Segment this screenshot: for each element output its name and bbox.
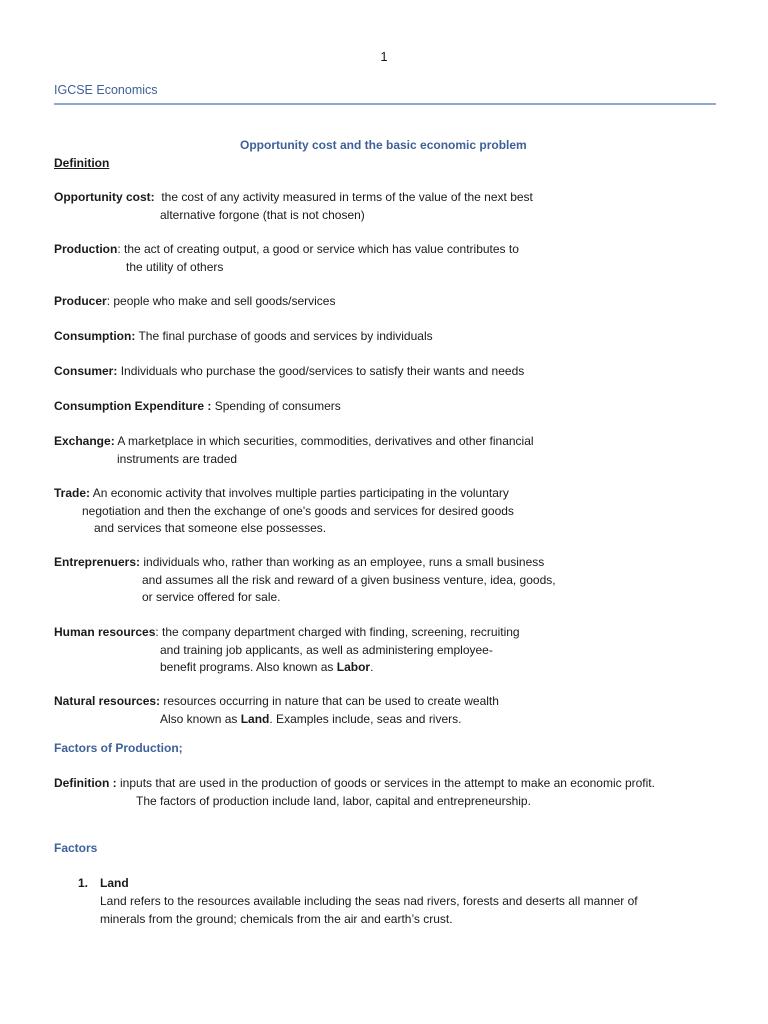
definition-heading: Definition	[54, 156, 110, 170]
definition-text: and training job applicants, as well as administering employee-	[160, 642, 493, 657]
definition-text: inputs that are used in the production of goods or services in the attempt to make an economic profit.	[120, 776, 655, 790]
definition-consumption-expenditure	[54, 398, 694, 416]
header-rule	[54, 103, 716, 105]
definition-text: The final purchase of goods and services by individuals	[138, 329, 433, 343]
document-title: Opportunity cost and the basic economic problem	[240, 138, 527, 152]
list-item-line: minerals from the ground; chemicals from the air and earth’s crust.	[100, 911, 453, 926]
definition-text: Also known as	[160, 711, 241, 726]
term: Production	[54, 242, 118, 256]
definition-text: : people who make and sell goods/services	[106, 294, 336, 308]
definition-text: alternative forgone (that is not chosen)	[160, 207, 365, 222]
definition-text: and services that someone else possesses.	[94, 521, 327, 535]
definition-trade	[54, 485, 694, 538]
bold-term: Land	[240, 711, 270, 726]
list-item-line: Land refers to the resources available including the seas nad rivers, forests and deserts all manner of	[100, 894, 638, 908]
definition-text: . Examples include, seas and rivers.	[269, 711, 462, 726]
factors-of-production-definition	[54, 775, 734, 810]
definition-text: the utility of others	[126, 259, 224, 274]
definition-opportunity-cost	[54, 189, 694, 224]
term: Consumption:	[54, 329, 136, 343]
definition-consumer	[54, 363, 694, 381]
list-item-body	[100, 893, 638, 928]
definition-text: and assumes all the risk and reward of a given business venture, idea, goods,	[142, 572, 556, 587]
definition-text: resources occurring in nature that can be used to create wealth	[163, 694, 499, 708]
definition-text: benefit programs. Also known as	[160, 660, 337, 674]
definition-producer	[54, 293, 694, 311]
definition-text: individuals who, rather than working as an employee, runs a small business	[143, 555, 545, 569]
term: Consumer:	[54, 364, 118, 378]
factors-of-production-heading: Factors of Production;	[54, 741, 183, 755]
term: Consumption Expenditure :	[54, 399, 212, 413]
definition-text: A marketplace in which securities, commodities, derivatives and other financial	[117, 434, 534, 448]
term: Exchange:	[54, 434, 115, 448]
definition-text: the cost of any activity measured in terms of the value of the next best	[161, 190, 533, 204]
definition-text: Spending of consumers	[214, 399, 341, 413]
definition-natural-resources	[54, 693, 694, 728]
page-number: 1	[380, 49, 388, 64]
punctuation: .	[370, 660, 374, 674]
term: Human resources	[54, 625, 156, 639]
definition-production	[54, 241, 694, 276]
definition-text: : the company department charged with finding, screening, recruiting	[155, 625, 520, 639]
term: Opportunity cost:	[54, 190, 155, 204]
term: Natural resources:	[54, 694, 161, 708]
definition-entreprenuers	[54, 554, 694, 607]
factors-heading: Factors	[54, 841, 98, 855]
header-title: IGCSE Economics	[54, 83, 158, 97]
term: Definition :	[54, 776, 117, 790]
definition-text: Individuals who purchase the good/services to satisfy their wants and needs	[120, 364, 525, 378]
list-item-title: Land	[100, 876, 129, 890]
definition-text: The factors of production include land, labor, capital and entrepreneurship.	[136, 793, 531, 808]
term: Entreprenuers:	[54, 555, 141, 569]
term: Trade:	[54, 486, 91, 500]
term: Producer	[54, 294, 107, 308]
definition-consumption	[54, 328, 694, 346]
definition-human-resources	[54, 624, 694, 677]
definition-text: An economic activity that involves multiple parties participating in the voluntary	[92, 486, 509, 500]
bold-term: Labor	[336, 660, 371, 674]
definition-exchange	[54, 433, 694, 468]
definition-text: instruments are traded	[117, 451, 238, 466]
definition-text: negotiation and then the exchange of one's goods and services for desired goods	[82, 503, 514, 518]
definition-text: : the act of creating output, a good or service which has value contributes to	[117, 242, 519, 256]
list-number: 1.	[78, 876, 89, 890]
definition-text: or service offered for sale.	[142, 590, 281, 604]
